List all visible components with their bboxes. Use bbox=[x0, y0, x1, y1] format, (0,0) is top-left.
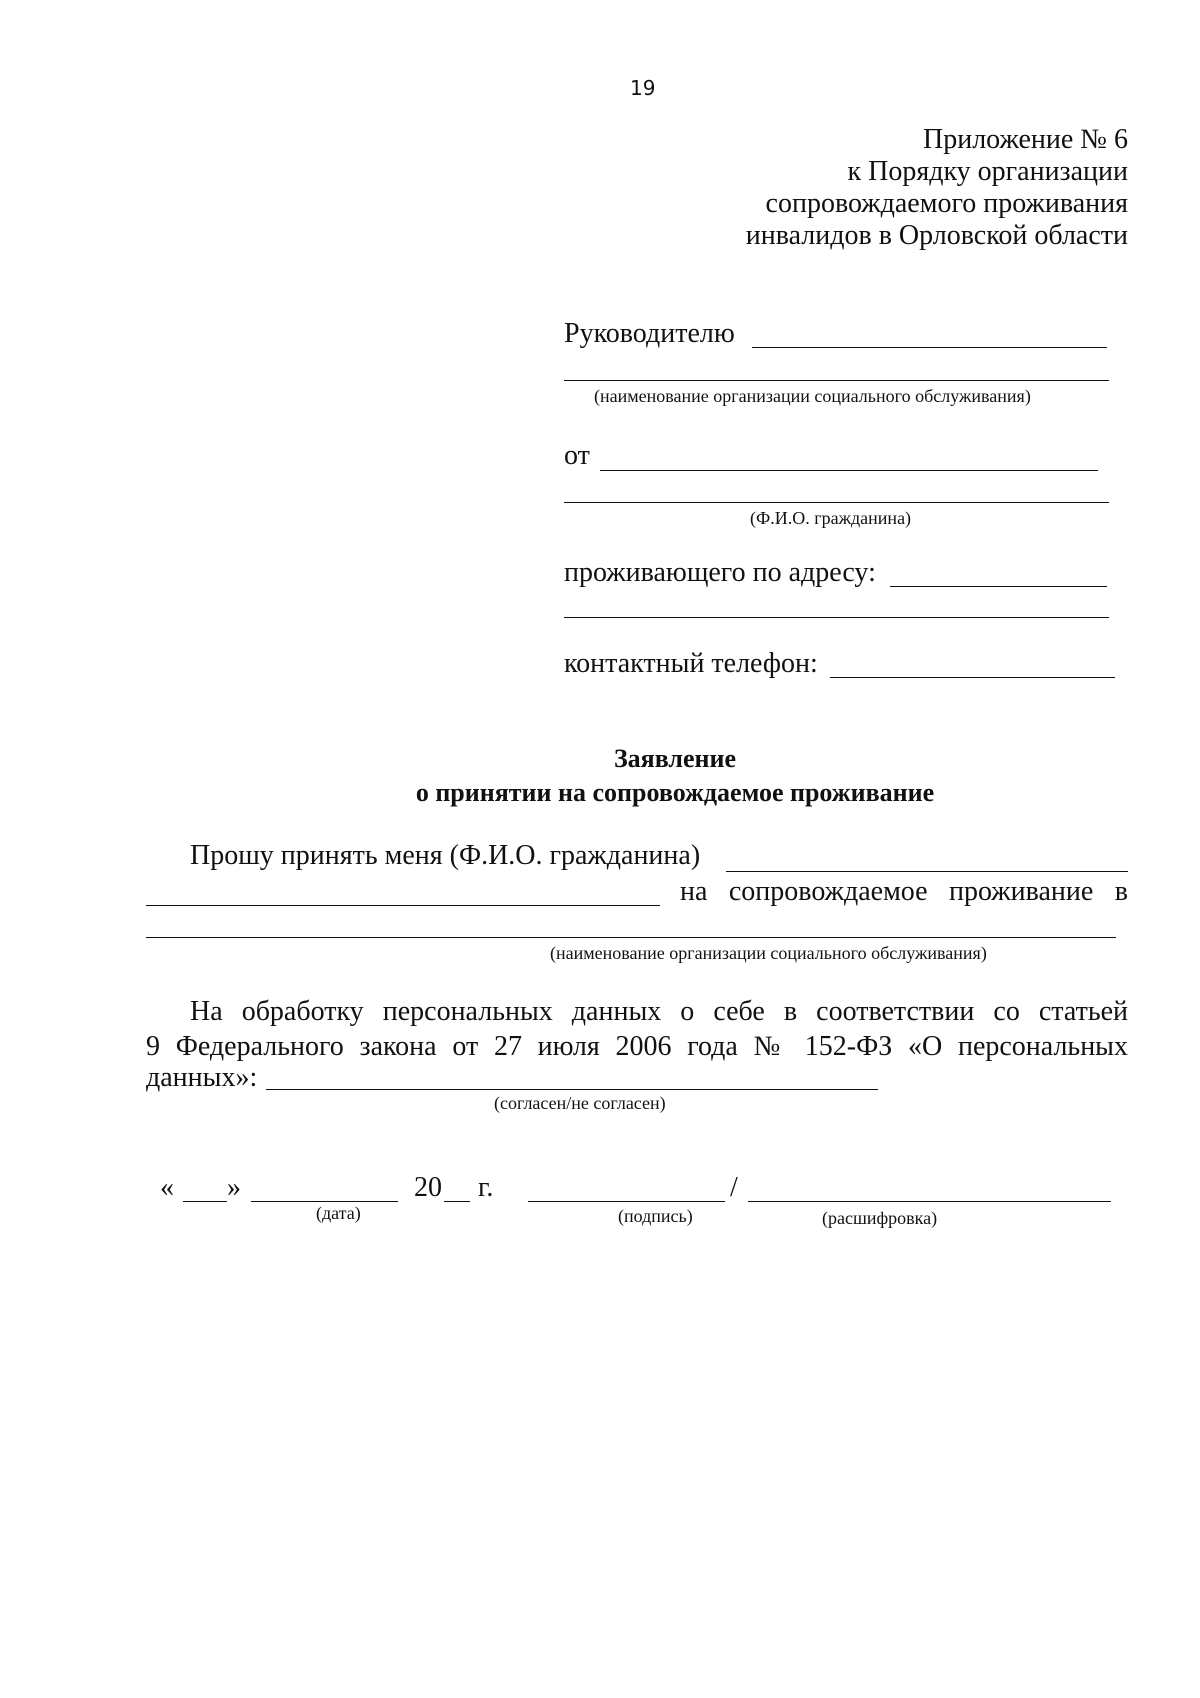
appendix-line-4: инвалидов в Орловской области bbox=[745, 220, 1128, 251]
organization-name-caption: (наименование организации социального обслуживания) bbox=[594, 386, 1031, 406]
appendix-number: Приложение № 6 bbox=[923, 124, 1128, 155]
request-text: Прошу принять меня (Ф.И.О. гражданина) bbox=[190, 840, 701, 871]
appendix-line-2: к Порядку организации bbox=[847, 156, 1128, 187]
day-field[interactable] bbox=[183, 1201, 227, 1202]
consent-caption: (согласен/не согласен) bbox=[494, 1093, 666, 1113]
month-field[interactable] bbox=[251, 1201, 398, 1202]
request-fio-field-2[interactable] bbox=[146, 905, 660, 906]
phone-field[interactable] bbox=[830, 677, 1115, 678]
signature-caption: (подпись) bbox=[618, 1206, 693, 1226]
to-head-label: Руководителю bbox=[564, 318, 735, 349]
request-organization-caption: (наименование организации социального обслуживания) bbox=[550, 943, 987, 963]
page-number: 19 bbox=[630, 76, 656, 100]
date-quote-open: « bbox=[160, 1172, 174, 1203]
decoding-field[interactable] bbox=[748, 1201, 1111, 1202]
date-quote-close: » bbox=[227, 1172, 241, 1203]
document-subtitle: о принятии на сопровождаемое проживание bbox=[415, 778, 935, 807]
year-field[interactable] bbox=[444, 1201, 470, 1202]
request-fio-field[interactable] bbox=[726, 871, 1128, 872]
phone-label: контактный телефон: bbox=[564, 648, 818, 679]
organization-name-field[interactable] bbox=[564, 380, 1109, 381]
appendix-line-3: сопровождаемого проживания bbox=[765, 188, 1128, 219]
head-name-field[interactable] bbox=[752, 347, 1107, 348]
year-suffix: г. bbox=[478, 1172, 494, 1203]
citizen-fio-caption: (Ф.И.О. гражданина) bbox=[750, 508, 912, 528]
appendix-block bbox=[746, 124, 1128, 252]
accompanied-living-text: на сопровождаемое проживание в bbox=[680, 876, 1128, 907]
from-label: от bbox=[564, 440, 590, 471]
from-name-field-2[interactable] bbox=[564, 502, 1109, 503]
date-caption: (дата) bbox=[316, 1203, 361, 1223]
document-title: Заявление bbox=[613, 744, 737, 773]
consent-line-1: На обработку персональных данных о себе в соответствии со статьей bbox=[190, 996, 1128, 1027]
signature-field[interactable] bbox=[528, 1201, 725, 1202]
consent-field[interactable] bbox=[266, 1089, 878, 1090]
request-organization-field[interactable] bbox=[146, 937, 1116, 938]
consent-line-2: 9 Федерального закона от 27 июля 2006 года № 152-ФЗ «О персональных bbox=[146, 1031, 1128, 1062]
consent-line-3: данных»: bbox=[146, 1062, 258, 1093]
decoding-caption: (расшифровка) bbox=[822, 1208, 938, 1228]
year-prefix: 20 bbox=[414, 1172, 442, 1203]
address-label: проживающего по адресу: bbox=[564, 557, 876, 588]
address-field-2[interactable] bbox=[564, 617, 1109, 618]
address-field[interactable] bbox=[890, 586, 1107, 587]
from-name-field[interactable] bbox=[600, 470, 1098, 471]
signature-slash: / bbox=[730, 1172, 738, 1203]
